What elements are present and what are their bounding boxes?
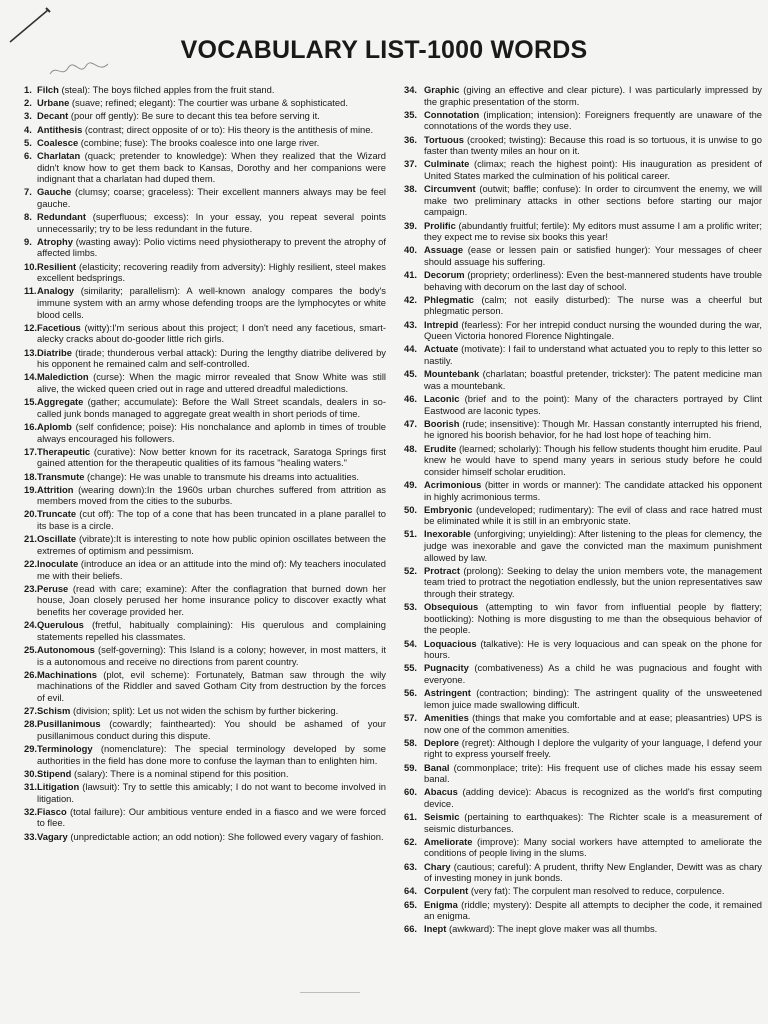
entry-definition: (self confidence; poise): His nonchalance and aplomb in times of trouble always encouraged his followers. bbox=[37, 420, 386, 444]
entry-word: Erudite bbox=[424, 442, 457, 454]
entry-definition: (nomenclature): The special terminology developed by some authorities in the field has done more to confuse the layman than to enlighten him. bbox=[37, 743, 386, 766]
entry-word: Transmute bbox=[37, 470, 85, 482]
vocabulary-entry bbox=[24, 705, 386, 717]
vocabulary-entry bbox=[404, 443, 762, 478]
vocabulary-entry bbox=[404, 368, 762, 391]
entry-word: Aplomb bbox=[37, 420, 72, 432]
entry-definition: (witty):I'm serious about this project; I don't need any facetious, smart-alecky cracks about do-gooder little rich girls. bbox=[37, 321, 386, 345]
vocabulary-entry bbox=[24, 150, 386, 185]
entry-number: 63. bbox=[404, 860, 418, 872]
vocabulary-entry bbox=[404, 885, 762, 897]
entry-number: 39. bbox=[404, 219, 418, 231]
entry-number: 18. bbox=[24, 470, 38, 482]
entry-number: 30. bbox=[24, 767, 38, 779]
entry-definition: (curse): When the magic mirror revealed that Snow White was still alive, the wicked queen cried out in rage and uttered dreadful maledictions. bbox=[37, 371, 386, 394]
vocabulary-entry bbox=[24, 97, 386, 109]
entry-definition: (abundantly fruitful; fertile): My editors must assume I am a prolific writer; they expect me to revise six books this year! bbox=[424, 219, 762, 243]
entry-number: 29. bbox=[24, 743, 38, 755]
vocabulary-entry bbox=[24, 322, 386, 345]
entry-definition: (clumsy; coarse; graceless): Their excellent manners always may be feel gauche. bbox=[37, 186, 386, 209]
entry-number: 60. bbox=[404, 786, 418, 798]
entry-number: 36. bbox=[404, 133, 418, 145]
entry-number: 11. bbox=[24, 285, 37, 297]
vocabulary-list-right-column bbox=[404, 84, 762, 937]
entry-definition: (commonplace; trite): His frequent use of cliches made his essay seem banal. bbox=[424, 761, 762, 785]
entry-number: 23. bbox=[24, 582, 38, 594]
entry-definition: (awkward): The inept glove maker was all thumbs. bbox=[446, 923, 658, 935]
entry-number: 12. bbox=[24, 321, 38, 333]
entry-number: 49. bbox=[404, 478, 418, 490]
entry-definition: (quack; pretender to knowledge): When they realized that the Wizard didn't know how to get them back to Kansas, Dorothy and her companions were indignant that a charlatan had duped them. bbox=[37, 149, 386, 185]
entry-definition: (tirade; thunderous verbal attack): During the lengthy diatribe delivered by his opponent he remained calm and self-controlled. bbox=[37, 346, 386, 370]
entry-definition: (steal): The boys filched apples from the fruit stand. bbox=[58, 84, 275, 95]
entry-word: Phlegmatic bbox=[424, 293, 475, 305]
entry-number: 27. bbox=[24, 705, 38, 717]
entry-definition: (division; split): Let us not widen the schism by further bickering. bbox=[70, 705, 339, 717]
entry-definition: (pour off gently): Be sure to decant this tea before serving it. bbox=[68, 110, 320, 122]
entry-definition: (cautious; careful): A prudent, thrifty New Englander, Dewitt was as chary of investing money in junk bonds. bbox=[424, 860, 762, 884]
entry-number: 32. bbox=[24, 805, 38, 817]
entry-word: Stipend bbox=[37, 767, 72, 779]
entry-word: Attrition bbox=[37, 483, 74, 495]
entry-word: Inexorable bbox=[424, 528, 471, 540]
entry-number: 55. bbox=[404, 662, 418, 674]
vocabulary-entry bbox=[404, 662, 762, 685]
vocabulary-entry bbox=[404, 479, 762, 502]
entry-number: 2. bbox=[24, 97, 32, 109]
entry-word: Assuage bbox=[424, 244, 464, 256]
vocabulary-entry bbox=[404, 712, 762, 735]
entry-word: Urbane bbox=[37, 97, 70, 109]
entry-definition: (pertaining to earthquakes): The Richter scale is a measurement of seismic disturbances. bbox=[424, 811, 762, 834]
vocabulary-entry bbox=[24, 186, 386, 209]
vocabulary-entry bbox=[404, 504, 762, 527]
entry-definition: (crooked; twisting): Because this road is so tortuous, it is unwise to go faster than twenty miles an hour on it. bbox=[424, 133, 762, 157]
page-title: VOCABULARY LIST-1000 WORDS bbox=[180, 36, 588, 64]
entry-word: Loquacious bbox=[424, 637, 477, 649]
entry-word: Pusillanimous bbox=[37, 718, 101, 730]
entry-definition: (cowardly; fainthearted): You should be ashamed of your pusillanimous conduct during this dispute. bbox=[37, 718, 386, 741]
entry-definition: (ease or lessen pain or satisfied hunger): Your messages of cheer should assuage his suffering. bbox=[424, 244, 762, 267]
entry-word: Facetious bbox=[37, 321, 81, 333]
entry-definition: (bitter in words or manner): The candidate attacked his opponent in highly acrimonious terms. bbox=[424, 478, 762, 502]
entry-number: 59. bbox=[404, 761, 418, 773]
vocabulary-entry bbox=[404, 811, 762, 834]
entry-number: 57. bbox=[404, 711, 418, 723]
vocabulary-entry bbox=[24, 806, 386, 829]
entry-definition: (suave; refined; elegant): The courtier was urbane & sophisticated. bbox=[69, 97, 348, 109]
entry-number: 7. bbox=[24, 186, 32, 198]
entry-number: 42. bbox=[404, 293, 418, 305]
vocabulary-entry bbox=[404, 343, 762, 366]
vocabulary-entry bbox=[24, 137, 386, 149]
vocabulary-entry bbox=[24, 743, 386, 766]
entry-word: Enigma bbox=[424, 898, 458, 910]
entry-number: 47. bbox=[404, 417, 418, 429]
vocabulary-entry bbox=[24, 831, 386, 843]
vocabulary-entry bbox=[404, 861, 762, 884]
entry-word: Filch bbox=[37, 84, 59, 95]
entry-word: Deplore bbox=[424, 736, 459, 748]
vocabulary-entry bbox=[24, 396, 386, 419]
entry-definition: (gather; accumulate): Before the Wall Street scandals, dealers in so-called junk bonds managed to aggregate great wealth in short periods of time. bbox=[37, 396, 386, 419]
entry-word: Resilient bbox=[37, 260, 77, 272]
entry-number: 64. bbox=[404, 885, 418, 897]
entry-definition: (very fat): The corpulent man resolved to reduce, corpulence. bbox=[468, 885, 725, 897]
entry-number: 3. bbox=[24, 110, 32, 122]
vocabulary-entry bbox=[404, 269, 762, 292]
entry-word: Malediction bbox=[37, 371, 89, 383]
entry-number: 50. bbox=[404, 503, 418, 515]
entry-number: 8. bbox=[24, 211, 32, 223]
entry-definition: (plot, evil scheme): Fortunately, Batman saw through the wily machinations of the Riddler and saved Gotham City from destruction by the forces of evil. bbox=[37, 668, 386, 703]
entry-definition: (fretful, habitually complaining): His querulous and complaining statements repelled his classmates. bbox=[37, 619, 386, 642]
entry-number: 34. bbox=[404, 84, 418, 95]
entry-word: Schism bbox=[37, 705, 71, 717]
entry-definition: (regret): Although I deplore the vulgarity of your language, I defend your right to express yourself freely. bbox=[424, 736, 762, 760]
entry-number: 45. bbox=[404, 368, 418, 380]
entry-word: Corpulent bbox=[424, 885, 469, 897]
vocabulary-entry bbox=[24, 484, 386, 507]
entry-definition: (self-governing): This Island is a colony; however, in most matters, it is a autonomous and receive no directions from parent country. bbox=[37, 643, 386, 667]
vocabulary-entry bbox=[404, 84, 762, 107]
entry-number: 51. bbox=[404, 528, 418, 540]
entry-word: Boorish bbox=[424, 417, 460, 429]
entry-definition: (lawsuit): Try to settle this amicably; I do not want to become involved in litigation. bbox=[37, 781, 386, 804]
entry-number: 10. bbox=[24, 260, 38, 272]
entry-definition: (curative): Now better known for its racetrack, Saratoga Springs first gained attention for the therapeutic qualities of its famous "healing waters." bbox=[37, 445, 386, 469]
entry-number: 15. bbox=[24, 396, 38, 408]
vocabulary-entry bbox=[24, 84, 386, 96]
vocabulary-entry bbox=[404, 923, 762, 935]
entry-number: 46. bbox=[404, 392, 418, 404]
entry-word: Connotation bbox=[424, 108, 480, 120]
entry-definition: (similarity; parallelism): A well-known analogy compares the body's immune system with an army whose defending troops are the lymphocytes or white blood cells. bbox=[37, 285, 386, 320]
entry-word: Culminate bbox=[424, 158, 470, 170]
vocabulary-entry bbox=[24, 644, 386, 667]
vocabulary-entry bbox=[24, 347, 386, 370]
entry-number: 66. bbox=[404, 923, 418, 935]
entry-word: Circumvent bbox=[424, 183, 476, 195]
entry-word: Terminology bbox=[37, 743, 93, 755]
vocabulary-entry bbox=[24, 110, 386, 122]
entry-definition: (propriety; orderliness): Even the best-mannered students have trouble behaving with decorum on the last day of school. bbox=[424, 269, 762, 292]
entry-number: 25. bbox=[24, 643, 38, 655]
entry-definition: (things that make you comfortable and at ease; pleasantries) UPS is now one of the common amenities. bbox=[424, 711, 762, 735]
entry-number: 6. bbox=[24, 149, 32, 161]
entry-definition: (adding device): Abacus is recognized as the world's first computing device. bbox=[424, 786, 762, 809]
entry-definition: (prolong): Seeking to delay the union members vote, the management team tried to protract the negotiation endlessly, but the union representatives saw through their strategy. bbox=[424, 564, 762, 600]
entry-number: 22. bbox=[24, 558, 38, 570]
vocabulary-entry bbox=[404, 294, 762, 317]
entry-definition: (implication; intension): Foreigners frequently are unaware of the connotations of the words they use. bbox=[424, 108, 762, 132]
entry-word: Analogy bbox=[37, 285, 74, 297]
entry-number: 4. bbox=[24, 123, 32, 135]
entry-definition: (combine; fuse): The brooks coalesce into one large river. bbox=[78, 136, 320, 148]
entry-number: 43. bbox=[404, 318, 418, 330]
entry-definition: (total failure): Our ambitious venture ended in a fiasco and we were forced to flee. bbox=[37, 805, 386, 829]
entry-definition: (rude; insensitive): Though Mr. Hassan constantly interrupted his friend, he ignored his boorish behavior, for he had lost hope of teaching him. bbox=[424, 417, 762, 441]
entry-word: Aggregate bbox=[37, 396, 84, 408]
entry-number: 19. bbox=[24, 483, 38, 495]
vocabulary-entry bbox=[24, 669, 386, 704]
entry-word: Diatribe bbox=[37, 346, 72, 358]
vocabulary-entry bbox=[24, 508, 386, 531]
vocabulary-entry bbox=[24, 471, 386, 483]
entry-word: Fiasco bbox=[37, 805, 67, 817]
entry-definition: (riddle; mystery): Despite all attempts to decipher the code, it remained an enigma. bbox=[424, 898, 762, 922]
entry-number: 53. bbox=[404, 601, 418, 613]
entry-word: Atrophy bbox=[37, 235, 73, 247]
vocabulary-entry bbox=[404, 134, 762, 157]
entry-number: 65. bbox=[404, 898, 418, 910]
entry-word: Chary bbox=[424, 860, 451, 872]
vocabulary-entry bbox=[404, 319, 762, 342]
vocabulary-list-left-column bbox=[24, 84, 386, 844]
entry-word: Banal bbox=[424, 761, 450, 773]
entry-number: 16. bbox=[24, 420, 38, 432]
entry-number: 24. bbox=[24, 619, 38, 631]
entry-word: Therapeutic bbox=[37, 445, 91, 457]
entry-definition: (brief and to the point): Many of the characters portrayed by Clint Eastwood are laconic types. bbox=[424, 392, 762, 416]
entry-definition: (wasting away): Polio victims need physiotherapy to prevent the atrophy of affected limbs. bbox=[37, 235, 386, 259]
entry-number: 21. bbox=[24, 533, 38, 545]
entry-definition: (outwit; baffle; confuse): In order to circumvent the enemy, we will make two preliminary attacks in other sections before starting our major campaign. bbox=[424, 183, 762, 218]
entry-number: 5. bbox=[24, 136, 32, 148]
entry-word: Antithesis bbox=[37, 123, 83, 135]
entry-word: Mountebank bbox=[424, 368, 480, 380]
vocabulary-entry bbox=[24, 261, 386, 284]
entry-word: Decorum bbox=[424, 269, 465, 281]
entry-definition: (giving an effective and clear picture). I was particularly impressed by the graphic presentation of the storm. bbox=[424, 84, 762, 107]
vocabulary-entry bbox=[404, 899, 762, 922]
vocabulary-entry bbox=[404, 393, 762, 416]
entry-word: Peruse bbox=[37, 582, 69, 594]
entry-word: Seismic bbox=[424, 811, 460, 823]
entry-number: 14. bbox=[24, 371, 38, 383]
entry-definition: (change): He was unable to transmute his dreams into actualities. bbox=[84, 470, 360, 482]
entry-word: Oscillate bbox=[37, 533, 77, 545]
vocabulary-entry bbox=[404, 836, 762, 859]
entry-definition: (talkative): He is very loquacious and can speak on the phone for hours. bbox=[424, 637, 762, 661]
vocabulary-entry bbox=[24, 421, 386, 444]
entry-number: 54. bbox=[404, 637, 418, 649]
entry-definition: (vibrate):It is interesting to note how public opinion oscillates between the extremes of optimism and pessimism. bbox=[37, 533, 386, 556]
entry-word: Graphic bbox=[424, 84, 460, 95]
vocabulary-entry bbox=[404, 418, 762, 441]
entry-definition: (fearless): For her intrepid conduct nursing the wounded during the war, Queen Victoria honored Florence Nightingale. bbox=[424, 318, 762, 342]
entry-number: 33. bbox=[24, 830, 38, 842]
vocabulary-entry bbox=[404, 528, 762, 563]
entry-definition: (unforgiving; unyielding): After listening to the pleas for clemency, the judge was inexorable and gave the convicted man the maximum punishment allowed by law. bbox=[424, 528, 762, 563]
entry-number: 48. bbox=[404, 442, 418, 454]
entry-number: 44. bbox=[404, 343, 418, 355]
entry-word: Prolific bbox=[424, 219, 456, 231]
entry-word: Inoculate bbox=[37, 558, 79, 570]
entry-word: Abacus bbox=[424, 786, 458, 798]
vocabulary-entry bbox=[404, 638, 762, 661]
vocabulary-entry bbox=[24, 533, 386, 556]
entry-number: 35. bbox=[404, 108, 418, 120]
entry-word: Gauche bbox=[37, 186, 72, 198]
entry-definition: (attempting to win favor from influential people by flattery; bootlicking): Nothing is more disgusting to me than the obsequious behavior of the people. bbox=[424, 601, 762, 636]
entry-word: Amenities bbox=[424, 711, 469, 723]
entry-number: 17. bbox=[24, 445, 38, 457]
vocabulary-entry bbox=[404, 183, 762, 218]
entry-number: 56. bbox=[404, 687, 418, 699]
entry-number: 52. bbox=[404, 564, 418, 576]
entry-word: Actuate bbox=[424, 343, 459, 355]
vocabulary-entry bbox=[404, 109, 762, 132]
vocabulary-entry bbox=[404, 158, 762, 181]
vocabulary-entry bbox=[24, 285, 386, 320]
entry-number: 31. bbox=[24, 781, 38, 793]
entry-word: Protract bbox=[424, 564, 460, 576]
entry-word: Querulous bbox=[37, 619, 84, 631]
entry-word: Vagary bbox=[37, 830, 68, 842]
entry-number: 13. bbox=[24, 346, 38, 358]
entry-word: Pugnacity bbox=[424, 662, 469, 674]
entry-word: Coalesce bbox=[37, 136, 79, 148]
entry-word: Intrepid bbox=[424, 318, 459, 330]
entry-word: Tortuous bbox=[424, 133, 464, 145]
entry-definition: (wearing down):In the 1960s urban churches suffered from attrition as members moved from the cities to the suburbs. bbox=[37, 483, 386, 507]
vocabulary-entry bbox=[24, 236, 386, 259]
entry-definition: (motivate): I fail to understand what actuated you to reply to this letter so nastily. bbox=[424, 343, 762, 366]
vocabulary-entry bbox=[24, 718, 386, 741]
entry-word: Astringent bbox=[424, 687, 471, 699]
entry-definition: (contraction; binding): The astringent quality of the unsweetened lemon juice made swallowing difficult. bbox=[424, 687, 762, 710]
entry-word: Redundant bbox=[37, 211, 86, 223]
entry-number: 40. bbox=[404, 244, 418, 256]
vocabulary-entry bbox=[24, 371, 386, 394]
entry-definition: (calm; not easily disturbed): The nurse was a cheerful but phlegmatic person. bbox=[424, 293, 762, 317]
entry-word: Machinations bbox=[37, 668, 97, 680]
vocabulary-entry bbox=[24, 558, 386, 581]
entry-definition: (undeveloped; rudimentary): The evil of class and race hatred must be eliminated while it is still in an embryonic state. bbox=[424, 503, 762, 527]
entry-number: 37. bbox=[404, 158, 418, 170]
entry-definition: (superfluous; excess): In your essay, you repeat several points unnecessarily; try to be less redundant in the future. bbox=[37, 211, 386, 234]
entry-word: Autonomous bbox=[37, 643, 95, 655]
entry-word: Laconic bbox=[424, 392, 460, 404]
vocabulary-entry bbox=[24, 124, 386, 136]
entry-number: 41. bbox=[404, 269, 418, 281]
entry-word: Embryonic bbox=[424, 503, 473, 515]
entry-word: Litigation bbox=[37, 781, 80, 793]
entry-definition: (elasticity; recovering readily from adversity): Highly resilient, steel makes excellent bedsprings. bbox=[37, 260, 386, 284]
entry-word: Inept bbox=[424, 923, 447, 935]
vocabulary-entry bbox=[24, 583, 386, 618]
entry-number: 38. bbox=[404, 183, 418, 195]
vocabulary-entry bbox=[404, 601, 762, 636]
entry-definition: (introduce an idea or an attitude into the mind of): My teachers inoculated me with their beliefs. bbox=[37, 558, 386, 581]
entry-definition: (salary): There is a nominal stipend for this position. bbox=[71, 767, 289, 779]
entry-definition: (climax; reach the highest point): His inauguration as president of United States marked the culmination of his political career. bbox=[424, 158, 762, 181]
entry-definition: (read with care; examine): After the conflagration that burned down her house, Joan closely perused her home insurance policy to discover exactly what benefits her coverage provided her. bbox=[37, 582, 386, 617]
entry-number: 58. bbox=[404, 736, 418, 748]
entry-definition: (charlatan; boastful pretender, trickster): The patent medicine man was a mountebank. bbox=[424, 368, 762, 391]
entry-word: Decant bbox=[37, 110, 69, 122]
entry-number: 1. bbox=[24, 84, 32, 95]
entry-word: Charlatan bbox=[37, 149, 81, 161]
entry-definition: (cut off): The top of a cone that has been truncated in a plane parallel to its base is a circle. bbox=[37, 508, 386, 532]
entry-definition: (improve): Many social workers have attempted to ameliorate the conditions of people living in the slums. bbox=[424, 835, 762, 859]
vocabulary-entry bbox=[24, 768, 386, 780]
entry-word: Truncate bbox=[37, 508, 77, 520]
vocabulary-entry bbox=[404, 565, 762, 600]
vocabulary-entry bbox=[404, 762, 762, 785]
entry-word: Acrimonious bbox=[424, 478, 482, 490]
entry-number: 9. bbox=[24, 235, 32, 247]
vocabulary-entry bbox=[404, 687, 762, 710]
entry-number: 20. bbox=[24, 508, 38, 520]
entry-word: Obsequious bbox=[424, 601, 479, 613]
footer-rule bbox=[300, 992, 360, 993]
vocabulary-entry bbox=[404, 220, 762, 243]
entry-definition: (combativeness) As a child he was pugnacious and fought with everyone. bbox=[424, 662, 762, 685]
entry-definition: (unpredictable action; an odd notion): She followed every vagary of fashion. bbox=[67, 830, 384, 842]
entry-number: 28. bbox=[24, 718, 38, 730]
vocabulary-entry bbox=[24, 446, 386, 469]
entry-number: 62. bbox=[404, 835, 418, 847]
vocabulary-entry bbox=[24, 211, 386, 234]
entry-number: 61. bbox=[404, 811, 418, 823]
entry-definition: (learned; scholarly): Though his fellow students thought him erudite. Paul knew he would have to spend many years in serious study before he could consider himself scholar erudition. bbox=[424, 442, 762, 477]
vocabulary-entry bbox=[24, 619, 386, 642]
entry-number: 26. bbox=[24, 668, 38, 680]
vocabulary-entry bbox=[404, 244, 762, 267]
vocabulary-entry bbox=[404, 737, 762, 760]
entry-definition: (contrast; direct opposite of or to): His theory is the antithesis of mine. bbox=[82, 123, 374, 135]
entry-word: Ameliorate bbox=[424, 835, 473, 847]
vocabulary-entry bbox=[24, 781, 386, 804]
vocabulary-entry bbox=[404, 786, 762, 809]
